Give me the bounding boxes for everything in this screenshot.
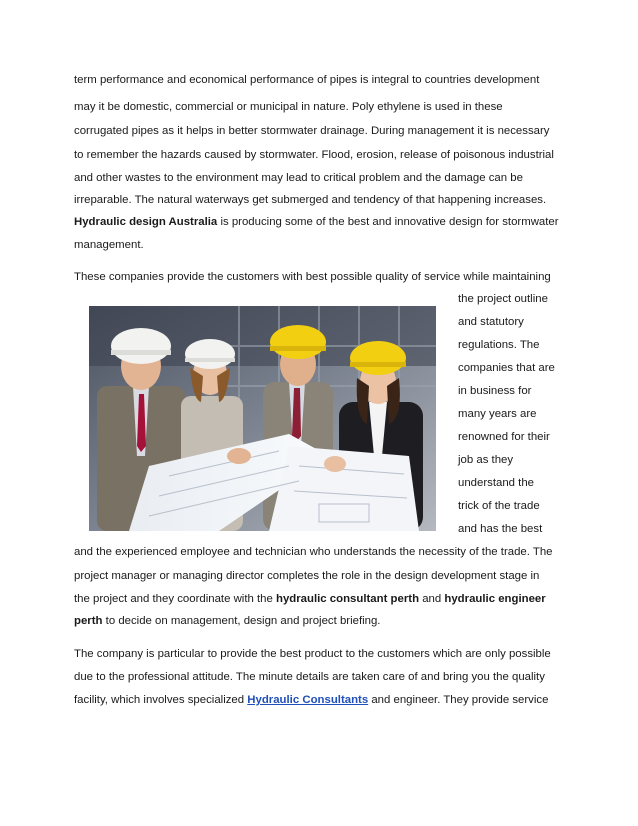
paragraph-3-line-2: due to the professional attitude. The minute details are taken care of and bring you the quality (74, 671, 545, 683)
keyword-perth: perth (74, 615, 103, 627)
paragraph-1-line-8: management. (74, 239, 144, 251)
paragraph-2-side-line-8: job as they (458, 454, 514, 466)
paragraph-2-side-line-2: and statutory (458, 316, 524, 328)
paragraph-2-line-after-4-rest: to decide on management, design and project briefing. (102, 615, 381, 627)
paragraph-2-side-line-4: companies that are (458, 362, 555, 374)
keyword-hydraulic-consultant-perth: hydraulic consultant perth (276, 593, 420, 605)
paragraph-3-line-3 (74, 693, 548, 707)
paragraph-1-line-7-rest: is producing some of the best and innovative design for stormwater (217, 216, 559, 228)
keyword-hydraulic-design-australia: Hydraulic design Australia (74, 216, 218, 228)
paragraph-3-line-3-pre: facility, which involves specialized (74, 694, 248, 706)
paragraph-1-line-2: may it be domestic, commercial or municipal in nature. Poly ethylene is used in these (74, 101, 503, 113)
paragraph-2-line-after-3 (74, 592, 546, 606)
paragraph-2-line-after-2: project manager or managing director completes the role in the design development stage in (74, 570, 540, 582)
paragraph-3-line-1: The company is particular to provide the best product to the customers which are only possible (74, 648, 551, 660)
paragraph-2-side-line-6: many years are (458, 408, 537, 420)
keyword-hydraulic-engineer: hydraulic engineer (444, 593, 546, 605)
paragraph-2-line-1: These companies provide the customers with best possible quality of service while maintaining (74, 271, 551, 283)
paragraph-1-line-7 (74, 215, 559, 229)
engineers-with-blueprints-photo (89, 306, 436, 531)
paragraph-2-line-after-4 (74, 614, 380, 628)
paragraph-2-side-line-1: the project outline (458, 293, 548, 305)
paragraph-1-line-1: term performance and economical performance of pipes is integral to countries development (74, 74, 540, 86)
paragraph-2-side-line-11: and has the best (458, 523, 543, 535)
paragraph-1-line-3: corrugated pipes as it helps in better stormwater drainage. During management it is necessary (74, 125, 550, 137)
paragraph-2-line-after-3-pre: the project and they coordinate with the (74, 593, 276, 605)
paragraph-2-line-after-1: and the experienced employee and technician who understands the necessity of the trade. The (74, 546, 553, 558)
paragraph-2-side-line-9: understand the (458, 477, 534, 489)
paragraph-2-line-after-3-mid: and (419, 593, 445, 605)
paragraph-2-side-line-10: trick of the trade (458, 500, 540, 512)
paragraph-1-line-6: irreparable. The natural waterways get submerged and tendency of that happening increases. (74, 194, 547, 206)
paragraph-3-line-3-post: and engineer. They provide service (368, 694, 549, 706)
paragraph-2-side-line-7: renowned for their (458, 431, 550, 443)
paragraph-1-line-5: and other wastes to the environment may lead to critical problem and the damage can be (74, 172, 523, 184)
paragraph-2-side-line-3: regulations. The (458, 339, 540, 351)
paragraph-1-line-4: to remember the hazards caused by stormwater. Flood, erosion, release of poisonous industrial (74, 149, 554, 161)
hydraulic-consultants-link[interactable]: Hydraulic Consultants (247, 694, 369, 706)
paragraph-2-side-line-5: in business for (458, 385, 532, 397)
